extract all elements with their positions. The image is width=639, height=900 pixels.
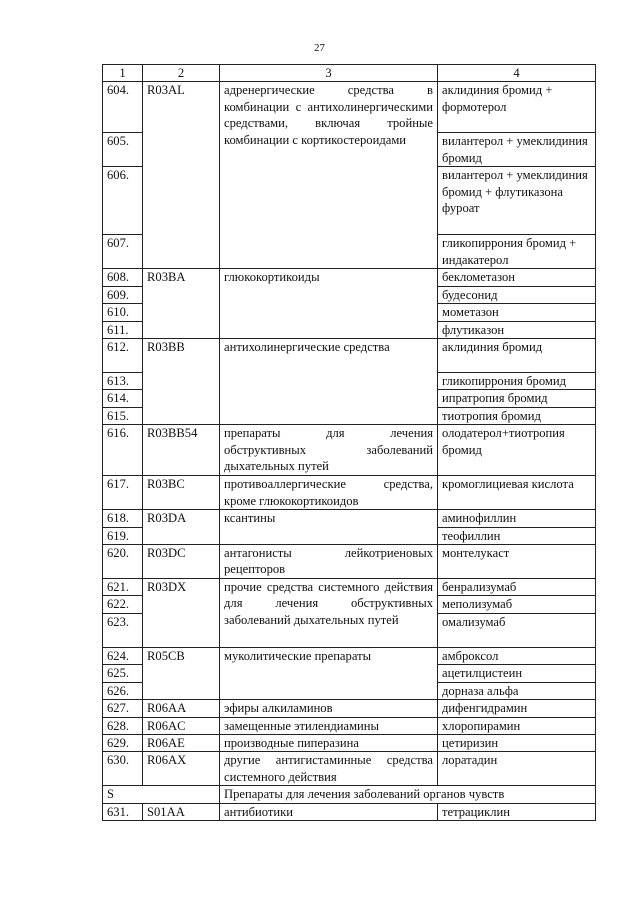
drug-name: амброксол	[438, 647, 596, 664]
drug-name: аклидиния бромид	[438, 339, 596, 373]
drug-name: теофиллин	[438, 527, 596, 544]
drug-table	[102, 64, 596, 821]
drug-name: олодатерол+тиотропия бромид	[438, 425, 596, 476]
row-number: 613.	[103, 373, 143, 390]
atc-code: R05CB	[143, 647, 220, 699]
header-cell: 1	[103, 65, 143, 82]
drug-name: будесонид	[438, 286, 596, 303]
atc-code: R06AA	[143, 700, 220, 717]
group-description: ксантины	[220, 510, 438, 545]
group-description: антагонисты лейкотриеновых рецепторов	[220, 545, 438, 579]
table-row	[103, 82, 596, 133]
row-number: 606.	[103, 167, 143, 235]
table-row	[103, 734, 596, 751]
drug-name: кромоглициевая кислота	[438, 476, 596, 510]
row-number: 608.	[103, 269, 143, 286]
atc-code: R03DX	[143, 579, 220, 648]
header-cell: 2	[143, 65, 220, 82]
group-description: другие антигистаминные средства системного действия	[220, 752, 438, 786]
atc-code: R03AL	[143, 82, 220, 269]
drug-name: ипратропия бромид	[438, 390, 596, 407]
row-number: 628.	[103, 717, 143, 734]
row-number: 616.	[103, 425, 143, 476]
atc-code: R03BC	[143, 476, 220, 510]
drug-name: тетрациклин	[438, 803, 596, 820]
drug-name: дифенгидрамин	[438, 700, 596, 717]
atc-code: R06AE	[143, 734, 220, 751]
atc-code: R06AX	[143, 752, 220, 786]
section-row	[103, 786, 596, 803]
header-cell: 4	[438, 65, 596, 82]
row-number: 618.	[103, 510, 143, 527]
row-number: 611.	[103, 321, 143, 338]
table-row	[103, 476, 596, 510]
row-number: 604.	[103, 82, 143, 133]
row-number: 621.	[103, 579, 143, 596]
group-description: антихолинергические средства	[220, 339, 438, 425]
atc-code: R03BB	[143, 339, 220, 425]
row-number: 631.	[103, 803, 143, 820]
row-number: 614.	[103, 390, 143, 407]
row-number: 619.	[103, 527, 143, 544]
drug-name: монтелукаст	[438, 545, 596, 579]
row-number: 630.	[103, 752, 143, 786]
drug-name: аминофиллин	[438, 510, 596, 527]
row-number: 612.	[103, 339, 143, 373]
group-description: замещенные этилендиамины	[220, 717, 438, 734]
table-row	[103, 545, 596, 579]
row-number: 622.	[103, 596, 143, 613]
row-number: 609.	[103, 286, 143, 303]
group-description: препараты для лечения обструктивных заболеваний дыхательных путей	[220, 425, 438, 476]
row-number: 626.	[103, 682, 143, 699]
group-description: противоаллергические средства, кроме глюкокортикоидов	[220, 476, 438, 510]
atc-code: R03BA	[143, 269, 220, 339]
row-number: 605.	[103, 133, 143, 167]
row-number: 610.	[103, 304, 143, 321]
drug-name: ацетилцистеин	[438, 665, 596, 682]
drug-name: гликопиррония бромид	[438, 373, 596, 390]
drug-name: хлоропирамин	[438, 717, 596, 734]
atc-code: R03DC	[143, 545, 220, 579]
drug-name: меполизумаб	[438, 596, 596, 613]
table-row	[103, 717, 596, 734]
section-title: Препараты для лечения заболеваний органов чувств	[220, 786, 596, 803]
drug-name: беклометазон	[438, 269, 596, 286]
row-number: 625.	[103, 665, 143, 682]
group-description: адренергические средства в комбинации с антихолинергическими средствами, включая тройные комбинации с кортикостероидами	[220, 82, 438, 269]
table-row	[103, 579, 596, 596]
row-number: 627.	[103, 700, 143, 717]
table-row	[103, 647, 596, 664]
group-description: прочие средства системного действия для лечения обструктивных заболеваний дыхательных путей	[220, 579, 438, 648]
drug-name: лоратадин	[438, 752, 596, 786]
table-row	[103, 700, 596, 717]
row-number: 623.	[103, 613, 143, 647]
drug-name: гликопиррония бромид + индакатерол	[438, 235, 596, 269]
table-row	[103, 339, 596, 373]
row-number: 607.	[103, 235, 143, 269]
table-row	[103, 269, 596, 286]
group-description: глюкокортикоиды	[220, 269, 438, 339]
table-row	[103, 752, 596, 786]
page-number: 27	[314, 42, 325, 54]
atc-code: R03DA	[143, 510, 220, 545]
drug-name: аклидиния бромид + формотерол	[438, 82, 596, 133]
row-number: 620.	[103, 545, 143, 579]
drug-name: дорназа альфа	[438, 682, 596, 699]
group-description: производные пиперазина	[220, 734, 438, 751]
atc-code: R06AC	[143, 717, 220, 734]
atc-code: S01AA	[143, 803, 220, 820]
drug-name: вилантерол + умеклидиния бромид	[438, 133, 596, 167]
row-number: 629.	[103, 734, 143, 751]
table-row	[103, 425, 596, 476]
section-code: S	[103, 786, 220, 803]
table-row	[103, 803, 596, 820]
drug-name: цетиризин	[438, 734, 596, 751]
group-description: муколитические препараты	[220, 647, 438, 699]
row-number: 615.	[103, 407, 143, 424]
drug-name: омализумаб	[438, 613, 596, 647]
header-cell: 3	[220, 65, 438, 82]
drug-name: бенрализумаб	[438, 579, 596, 596]
drug-name: мометазон	[438, 304, 596, 321]
row-number: 617.	[103, 476, 143, 510]
drug-name: тиотропия бромид	[438, 407, 596, 424]
drug-name: вилантерол + умеклидиния бромид + флутиказона фуроат	[438, 167, 596, 235]
group-description: антибиотики	[220, 803, 438, 820]
atc-code: R03BB54	[143, 425, 220, 476]
drug-name: флутиказон	[438, 321, 596, 338]
group-description: эфиры алкиламинов	[220, 700, 438, 717]
header-row	[103, 65, 596, 82]
table-row	[103, 510, 596, 527]
row-number: 624.	[103, 647, 143, 664]
